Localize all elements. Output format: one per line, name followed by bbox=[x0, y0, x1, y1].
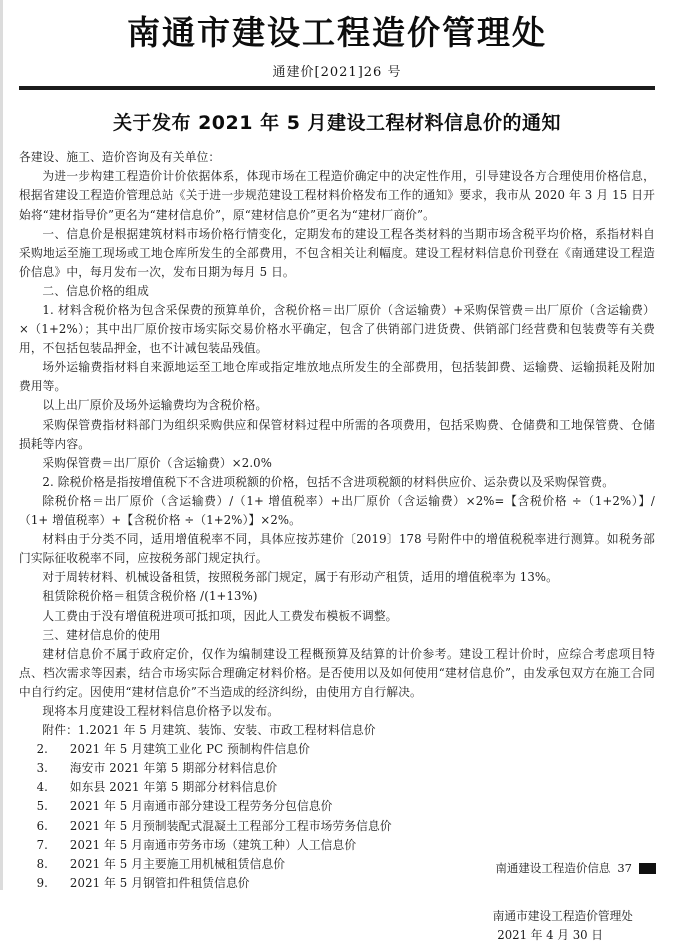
masthead-divider-rule bbox=[19, 86, 655, 90]
attachment-list-item-2 bbox=[19, 740, 655, 759]
paragraph-item-2-leasing: 对于周转材料、机械设备租赁，按照税务部门规定，属于有形动产租赁，适用的增值税率为 13%。 bbox=[42, 570, 559, 585]
issuing-organization-title: 南通市建设工程造价管理处 bbox=[127, 13, 547, 52]
signature-date: 2021 年 4 月 30 日 bbox=[497, 928, 603, 943]
paragraph-item-1-storage: 采购保管费指材料部门为组织采购供应和保管材料过程中所需的各项费用，包括采购费、仓储费和工地保管费、仓储损耗等内容。 bbox=[19, 417, 655, 451]
attachment-number: 5. bbox=[36, 799, 49, 814]
formula-excluding-tax-price: 除税价格＝出厂原价（含运输费）/（1+ 增值税率）+出厂原价（含运输费）×2%=【含税价格 ÷（1+2%）】/（1+ 增值税率）+【含税价格 ÷（1+2%）】×2%。 bbox=[19, 493, 655, 528]
masthead bbox=[19, 0, 655, 80]
footer-block-mark-icon bbox=[639, 863, 656, 874]
heading-section-two: 二、信息价格的组成 bbox=[42, 283, 149, 298]
paragraph-item-2: 2. 除税价格是指按增值税下不含进项税额的价格，包括不含进项税额的材料供应价、运杂费以及采购保管费。 bbox=[42, 474, 615, 489]
attachment-list-item-9 bbox=[19, 874, 655, 893]
document-body bbox=[19, 148, 655, 893]
paragraph-item-1-transport: 场外运输费指材料自来源地运至工地仓库或指定堆放地点所发生的全部费用，包括装卸费、运输费、运输损耗及附加费用等。 bbox=[19, 360, 655, 394]
signature-block bbox=[19, 907, 655, 946]
page-footer-inner bbox=[495, 860, 656, 876]
attachment-number: 3. bbox=[36, 761, 49, 776]
attachment-list-item-3 bbox=[19, 759, 655, 778]
attachment-number: 1. bbox=[77, 723, 90, 738]
attachment-list-item-4 bbox=[19, 778, 655, 797]
paragraph-item-1: 1. 材料含税价格为包含采保费的预算单价，含税价格＝出厂原价（含运输费）+采购保管费＝出厂原价（含运输费）×（1+2%）；其中出厂原价按市场实际交易价格水平确定，包含了供销部门进货费、供销部门经营费和包装费等有关费用，不包括包装品押金，也不计减包装品残值。 bbox=[19, 303, 655, 356]
attachment-number: 6. bbox=[36, 818, 49, 833]
attachment-text: 2021 年 5 月南通市劳务市场（建筑工种）人工信息价 bbox=[69, 837, 357, 852]
attachment-list-item-5 bbox=[19, 797, 655, 816]
heading-section-three: 三、建材信息价的使用 bbox=[42, 627, 161, 642]
paragraph-item-2-rates: 材料由于分类不同，适用增值税率不同，具体应按苏建价〔2019〕178 号附件中的增值税税率进行测算。如税务部门实际征收税率不同，应按税务部门规定执行。 bbox=[19, 532, 655, 566]
footer-publication-name: 南通建设工程造价信息 bbox=[495, 861, 611, 875]
paragraph-intro: 为进一步构建工程造价计价依据体系，体现市场在工程造价确定中的决定性作用，引导建设各方合理使用价格信息，根据省建设工程造价管理总站《关于进一步规范建设工程材料价格发布工作的通知》要求，我市从 2020 年 3 月 15 日开始将“建材指导价”更名为“建材信息价”，原“建材信息价”更名为“建材厂商价”。 bbox=[19, 169, 655, 222]
paragraph-item-2-labor: 人工费由于没有增值税进项可抵扣项，因此人工费发布模板不调整。 bbox=[42, 608, 398, 623]
formula-procurement-storage-fee: 采购保管费＝出厂原价（含运输费）×2.0% bbox=[42, 455, 273, 470]
salutation: 各建设、施工、造价咨询及有关单位： bbox=[19, 150, 221, 165]
attachment-list-item-6 bbox=[19, 817, 655, 836]
attachment-number: 7. bbox=[36, 837, 49, 852]
attachment-text: 如东县 2021 年第 5 期部分材料信息价 bbox=[69, 780, 278, 795]
notice-title: 关于发布 2021 年 5 月建设工程材料信息价的通知 bbox=[112, 112, 562, 135]
attachment-number: 8. bbox=[36, 856, 49, 871]
paragraph-section-three: 建材信息价不属于政府定价，仅作为编制建设工程概预算及结算的计价参考。建设工程计价时，应综合考虑项目特点、档次需求等因素，结合市场实际合理确定材料价格。是否使用以及如何使用“建材信息价”，由发承包双方在施工合同中自行约定。因使用“建材信息价”不当造成的经济纠纷，由使用方自行解决。 bbox=[19, 646, 655, 699]
attachment-text: 2021 年 5 月主要施工用机械租赁信息价 bbox=[69, 856, 286, 871]
attachment-text: 2021 年 5 月南通市部分建设工程劳务分包信息价 bbox=[69, 799, 333, 814]
attachment-text: 海安市 2021 年第 5 期部分材料信息价 bbox=[69, 761, 278, 776]
attachments-label: 附件： bbox=[42, 723, 78, 738]
attachment-text: 2021 年 5 月建筑工业化 PC 预制构件信息价 bbox=[69, 742, 310, 757]
signature-issuer: 南通市建设工程造价管理处 bbox=[492, 908, 633, 923]
paragraph-section-one: 一、信息价是根据建筑材料市场价格行情变化，定期发布的建设工程各类材料的当期市场含税平均价格，系指材料自采购地运至施工现场或工地仓库所发生的全部费用，不包含相关让利幅度。建设工程材料信息价刊登在《南通建设工程造价信息》中，每月发布一次，发布日期为每月 5 日。 bbox=[19, 226, 655, 279]
page-footer bbox=[0, 860, 674, 876]
attachment-number: 2. bbox=[36, 742, 49, 757]
attachment-text: 2021 年 5 月预制装配式混凝土工程部分工程市场劳务信息价 bbox=[69, 818, 392, 833]
paragraph-closing: 现将本月度建设工程材料信息价格予以发布。 bbox=[42, 703, 280, 718]
footer-page-number: 37 bbox=[617, 861, 632, 875]
attachment-number: 9. bbox=[36, 875, 49, 890]
attachment-text: 2021 年 5 月建筑、装饰、安装、市政工程材料信息价 bbox=[89, 723, 376, 738]
paragraph-item-1-taxnote: 以上出厂原价及场外运输费均为含税价格。 bbox=[42, 398, 268, 413]
attachment-list-item-1 bbox=[19, 721, 655, 740]
attachment-text: 2021 年 5 月钢管扣件租赁信息价 bbox=[69, 875, 250, 890]
attachment-list-item-7 bbox=[19, 836, 655, 855]
formula-lease-excluding-tax: 租赁除税价格＝租赁含税价格 /(1+13%) bbox=[42, 589, 258, 604]
attachment-number: 4. bbox=[36, 780, 49, 795]
document-number: 通建价[2021]26 号 bbox=[272, 65, 402, 81]
